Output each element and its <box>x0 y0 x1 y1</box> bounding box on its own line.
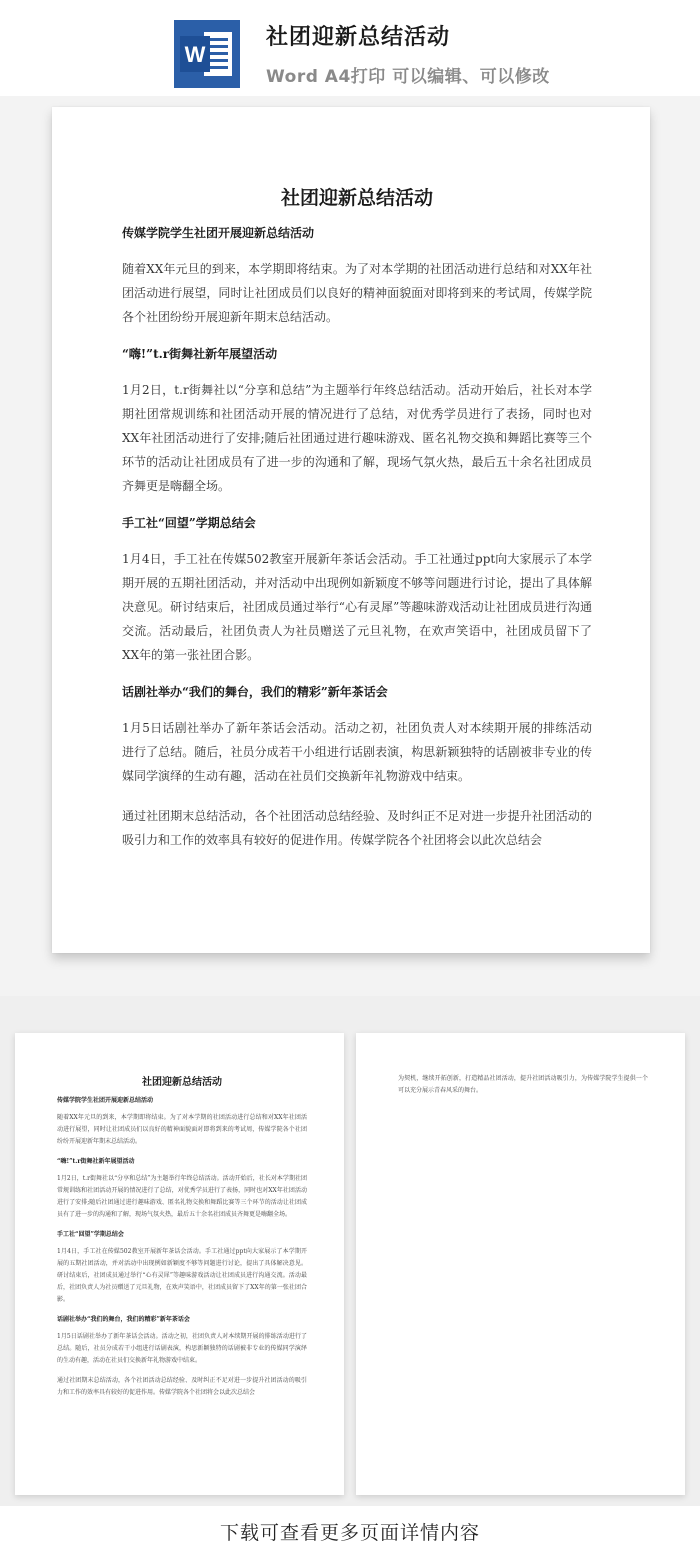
page-thumbnail-2[interactable] <box>356 1033 685 1495</box>
word-icon-letter: W <box>184 42 206 67</box>
section-paragraph: 1月2日，t.r街舞社以“分享和总结”为主题举行年终总结活动。活动开始后，社长对本学期社团常规训练和社团活动开展的情况进行了总结，对优秀学员进行了表扬，同时也对XX年社团活动进行了安排;随后社团通过进行趣味游戏、匿名礼物交换和舞蹈比赛等三个环节的活动让社团成员有了进一步的沟通和了解，现场气氛火热，最后五十余名社团成员齐舞更是嗨翻全场。 <box>122 383 592 493</box>
page-subtitle: Word A4打印 可以编辑、可以修改 <box>266 67 550 87</box>
header <box>0 0 700 96</box>
thumbnail-paragraph: 1月2日，t.r街舞社以“分享和总结”为主题举行年终总结活动。活动开始后，社长对本学期社团常规训练和社团活动开展的情况进行了总结，对优秀学员进行了表扬，同时也对XX年社团活动进行了安排;随后社团通过进行趣味游戏、匿名礼物交换和舞蹈比赛等三个环节的活动让社团成员有了进一步的沟通和了解，现场气氛火热，最后五十余名社团成员齐舞更是嗨翻全场。 <box>57 1175 307 1218</box>
thumbnail-content <box>398 1073 648 1097</box>
thumbnail-paragraph: 随着XX年元旦的到来，本学期即将结束。为了对本学期的社团活动进行总结和对XX年社团活动进行展望，同时让社团成员们以良好的精神面貌面对即将到来的考试周，传媒学院各个社团纷纷开展迎新年期末总结活动。 <box>57 1114 307 1145</box>
section-heading: “嗨!”t.r街舞社新年展望活动 <box>122 347 278 361</box>
thumbnail-heading: 传媒学院学生社团开展迎新总结活动 <box>57 1097 154 1104</box>
document-page-preview[interactable] <box>52 107 650 953</box>
section-heading: 话剧社举办“我们的舞台，我们的精彩”新年茶话会 <box>122 685 388 699</box>
thumbnail-heading: “嗨!”t.r街舞社新年展望活动 <box>57 1158 135 1165</box>
thumbnail-title: 社团迎新总结活动 <box>142 1077 222 1088</box>
page-thumbnail-1[interactable] <box>15 1033 344 1495</box>
thumbnail-content <box>57 1073 307 1407</box>
word-document-icon <box>174 20 240 88</box>
section-paragraph: 随着XX年元旦的到来，本学期即将结束。为了对本学期的社团活动进行总结和对XX年社团活动进行展望，同时让社团成员们以良好的精神面貌面对即将到来的考试周，传媒学院各个社团纷纷开展迎新年期末总结活动。 <box>122 262 592 324</box>
page-title: 社团迎新总结活动 <box>266 25 451 50</box>
download-more-link[interactable]: 下载可查看更多页面详情内容 <box>219 1522 480 1544</box>
closing-paragraph: 通过社团期末总结活动，各个社团活动总结经验、及时纠正不足对进一步提升社团活动的吸引力和工作的效率具有较好的促进作用。传媒学院各个社团将会以此次总结会 <box>122 809 592 847</box>
section-paragraph: 1月4日，手工社在传媒502教室开展新年茶话会活动。手工社通过ppt向大家展示了本学期开展的五期社团活动，并对活动中出现例如新颖度不够等问题进行讨论，提出了具体解决意见。研讨结束后，社团成员通过举行“心有灵犀”等趣味游戏活动让社团成员进行沟通交流。活动最后，社团负责人为社员赠送了元旦礼物，在欢声笑语中，社团成员留下了XX年的第一张社团合影。 <box>122 552 592 662</box>
thumbnail-paragraph: 1月5日话剧社举办了新年茶话会活动。活动之初，社团负责人对本续期开展的排练活动进行了总结。随后，社员分成若干小组进行话剧表演，构思新颖独特的话剧被非专业的传媒同学演绎的生动有趣，活动在社员们交换新年礼物游戏中结束。 <box>57 1333 307 1364</box>
thumbnail-paragraph: 通过社团期末总结活动，各个社团活动总结经验、及时纠正不足对进一步提升社团活动的吸引力和工作的效率具有较好的促进作用。传媒学院各个社团将会以此次总结会 <box>57 1377 307 1396</box>
document-content <box>122 183 592 868</box>
thumbnail-heading: 手工社“回望”学期总结会 <box>57 1231 124 1238</box>
section-paragraph: 1月5日话剧社举办了新年茶话会活动。活动之初，社团负责人对本续期开展的排练活动进行了总结。随后，社员分成若干小组进行话剧表演，构思新颖独特的话剧被非专业的传媒同学演绎的生动有趣，活动在社员们交换新年礼物游戏中结束。 <box>122 721 592 783</box>
thumbnail-paragraph: 1月4日，手工社在传媒502教室开展新年茶话会活动。手工社通过ppt向大家展示了本学期开展的五期社团活动，并对活动中出现例如新颖度不够等问题进行讨论，提出了具体解决意见。研讨结束后，社团成员通过举行“心有灵犀”等趣味游戏活动让社团成员进行沟通交流。活动最后，社团负责人为社员赠送了元旦礼物，在欢声笑语中，社团成员留下了XX年的第一张社团合影。 <box>57 1248 307 1303</box>
section-heading: 传媒学院学生社团开展迎新总结活动 <box>122 226 315 240</box>
thumbnail-paragraph: 为契机，继续开拓创新，打造精品社团活动，提升社团活动吸引力，为传媒学院学生提供一个可以充分展示青春风采的舞台。 <box>398 1075 648 1094</box>
section-heading: 手工社“回望”学期总结会 <box>122 516 256 530</box>
document-title: 社团迎新总结活动 <box>280 187 433 209</box>
thumbnail-heading: 话剧社举办“我们的舞台，我们的精彩”新年茶话会 <box>57 1316 190 1323</box>
footer <box>0 1506 700 1557</box>
